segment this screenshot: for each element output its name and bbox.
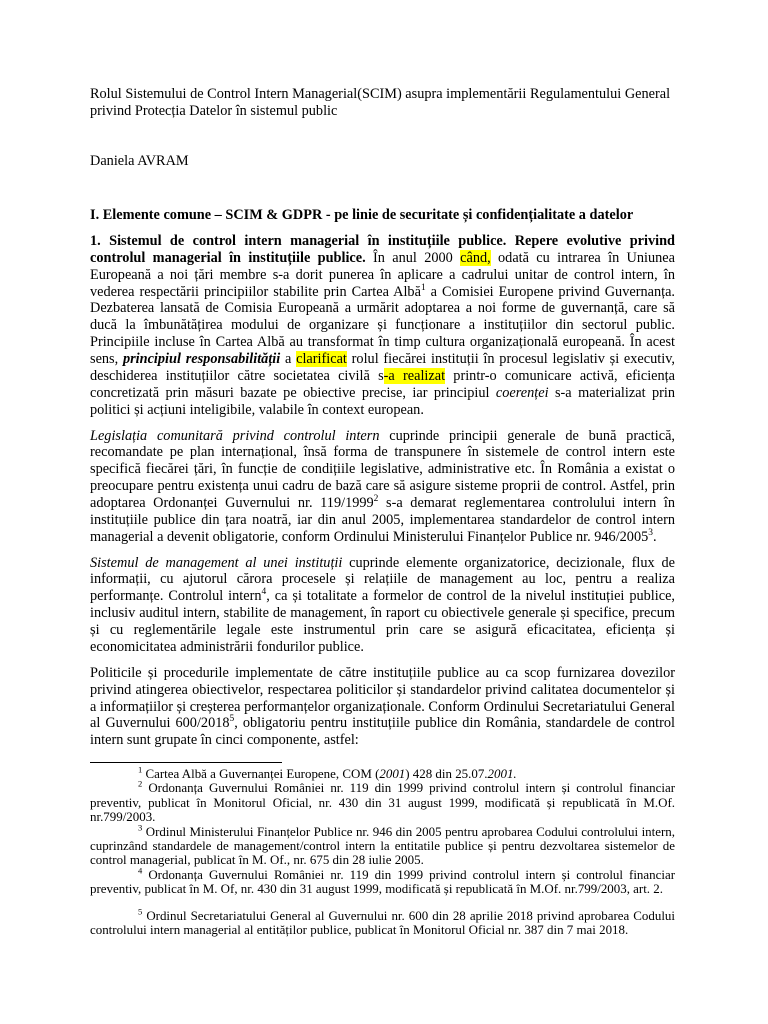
highlighted-text: clarificat [296, 350, 347, 367]
document-title: Rolul Sistemului de Control Intern Managerial(SCIM) asupra implementării Regulamentului General privind Protecția Datelor în sistemul public [90, 86, 671, 119]
footnote-text: Ordonanța Guvernului României nr. 119 din 1999 privind controlul intern și controlul financiar preventiv, publicat în Monitorul Oficial, nr. 430 din 31 august 1999, modificată și republicată în M.Of. nr.799/2003. [90, 780, 675, 825]
text-run: . [652, 528, 657, 545]
italic-term: Sistemul de management al unei instituții [90, 554, 343, 571]
footnote-text: Cartea Albă a Guvernanței Europene, COM ( [142, 766, 380, 781]
footnote-reference: 1 [420, 282, 426, 293]
text-run: , obligatoriu pentru instituțiile publice din România, standardele de control intern sunt grupate în cinci componente, astfel: [90, 715, 675, 749]
footnote-reference: 2 [373, 494, 379, 505]
text-run: odată cu intrarea în Uniunea Europeană a noi țări membre s-a dorit punerea în aplicare a cadrului unitar de control intern, în vederea respectării principiilor stabilite prin Cartea Albă [90, 249, 675, 300]
text-run: Politicile și procedurile implementate de către instituțiile publice au ca scop furnizarea dovezilor privind atingerea obiectivelor, respectarea politicilor și standardelor privind calitatea documentelor și a informațiilor și creșterea performanțelor organizaționale. Conform Ordinului Secretariatului General al Guvernului 600/2018 [90, 664, 675, 732]
text-run: s-a materializat prin politici și acțiuni inteligibile, valabile în context european. [90, 384, 675, 418]
footnote-reference: 4 [261, 587, 267, 598]
highlighted-text: -a realizat [383, 367, 446, 384]
footnote-text: Ordinul Secretariatului General al Guvernului nr. 600 din 28 aprilie 2018 privind aprobarea Codului controlului intern managerial al entităților publice, publicat în Monitorul Oficial nr. 387 din 7 mai 2018. [90, 907, 675, 938]
footnote-4 [90, 865, 675, 897]
footnote-separator [90, 762, 282, 763]
footnote-text: Ordonanța Guvernului României nr. 119 din 1999 privind controlul intern și controlul financiar preventiv, publicat în M. Of, nr. 430 din 31 august 1999, modificată și republicată în M.Of. nr.799/2003, art. 2. [90, 866, 675, 897]
footnote-number: 2 [138, 779, 143, 790]
text-run: cuprinde principii generale de bună practică, recomandate pe plan internațional, însă forma de transpunere în sistemele de control intern este specifică fiecărei țări, în funcție de condițiile legislative, administrative etc. În România a existat o preocupare pentru existența unui cadru de bază care să asigure sisteme proprii de control. Astfel, prin adoptarea Ordonanței Guvernului nr. 119/1999 [90, 427, 675, 511]
italic-term: Legislația comunitară privind controlul intern [90, 427, 380, 444]
text-run: a Comisiei Europene privind Guvernanța. Dezbaterea lansată de Comisia Europeană a urmărit adoptarea a noi forme de guvernanță, care să ducă la îmbunătățirea modului de organizare și funcționare a instituțiilor din sectorul public. Principiile incluse în Cartea Albă au transformat în timp cultura organizațională europeană. În acest sens, [90, 283, 675, 367]
text-run: rolul fiecărei instituții în procesul legislativ și executiv, deschiderea instituțiilor către societatea civilă s [90, 350, 676, 384]
author-name: Daniela AVRAM [90, 153, 189, 170]
numbered-subheading: 1. Sistemul de control intern managerial în instituțiile publice. Repere evolutive privind controlul managerial în instituțiile publice. [90, 233, 675, 266]
text-run: a [280, 350, 297, 367]
paragraph-4 [90, 665, 675, 749]
highlighted-text: când, [460, 249, 491, 266]
footnote-italic-text: 2001 [379, 766, 406, 781]
footnote-reference: 5 [229, 714, 235, 725]
footnote-number: 5 [138, 906, 143, 917]
footnote-number: 4 [138, 865, 143, 876]
paragraph-2 [90, 428, 675, 546]
footnotes [90, 764, 675, 938]
italic-term: coerenței [495, 384, 549, 401]
footnote-reference: 3 [648, 527, 653, 538]
text-run: cuprinde elemente organizatorice, decizionale, flux de informații, cu ajutorul cărora procesele și relațiile de management au loc, pentru a realiza performanțe. Controlul intern [90, 554, 675, 605]
footnote-2 [90, 781, 675, 824]
emphasized-term: principiul responsabilității [122, 350, 281, 367]
text-run: s-a demarat reglementarea controlului intern în instituțiile publice din țara noatră, iar din anul 2005, implementarea standardelor de control intern managerial a devenit obligatorie, conform Ordinului Ministerului Finanțelor Publice nr. 946/2005 [90, 494, 675, 545]
text-run: În anul 2000 [365, 249, 461, 266]
paragraph-3 [90, 555, 675, 656]
footnote-5 [90, 906, 675, 938]
section-heading: I. Elemente comune – SCIM & GDPR - pe linie de securitate și confidențialitate a datelor [90, 207, 634, 224]
footnote-text: Ordinul Ministerului Finanțelor Publice nr. 946 din 2005 pentru aprobarea Codului controlului intern, cuprinzând standardele de management/control intern la entitatile publice și pentru dezvoltarea sistemelor de control managerial, publicat în M. Of., nr. 675 din 28 iulie 2005. [90, 823, 675, 868]
document-body [90, 86, 675, 758]
footnote-text: ) 428 din 25.07. [405, 766, 488, 781]
footnote-italic-text: 2001. [487, 766, 517, 781]
text-run: printr-o comunicare activă, eficiența concretizată prin măsuri bazate pe obiective precise, iar principiul [90, 367, 675, 401]
footnote-number: 3 [138, 822, 143, 833]
paragraph-1 [90, 233, 675, 418]
text-run: , ca și totalitate a formelor de control de la nivelul instituției publice, inclusiv auditul intern, stabilite de management, în raport cu obiectivele generale și specifice, precum și cu reglementările legale este instrumentul prin care se asigură eficacitatea, eficiența și economicitatea administrării fondurilor publice. [90, 588, 675, 655]
footnote-number: 1 [138, 764, 143, 775]
footnote-3 [90, 822, 675, 868]
